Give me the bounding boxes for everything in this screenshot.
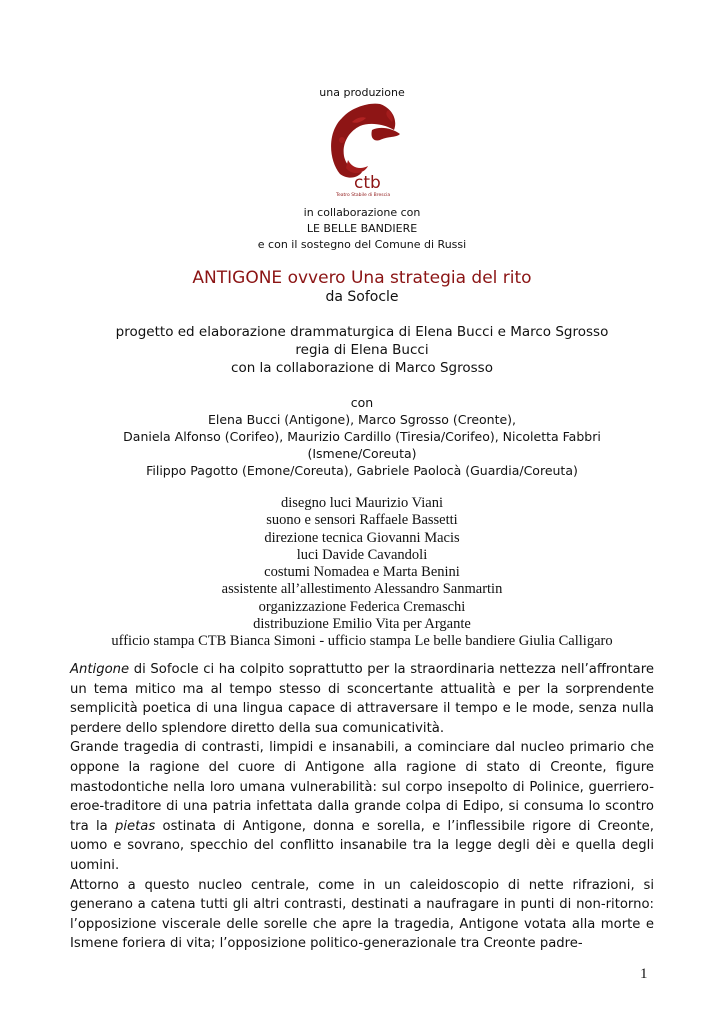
collaboration-line-1: in collaborazione con xyxy=(303,206,421,219)
tech-credit-line: suono e sensori Raffaele Bassetti xyxy=(266,512,458,529)
logo-caption: Teatro Stabile di Brescia xyxy=(336,193,391,198)
tech-credit-line: ufficio stampa CTB Bianca Simoni - ufficio stampa Le belle bandiere Giulia Calligaro xyxy=(111,633,613,650)
ctb-logo xyxy=(318,100,410,198)
italic-term: pietas xyxy=(114,818,156,834)
tech-credit-line: assistente all’allestimento Alessandro Sanmartin xyxy=(221,581,503,598)
body-paragraph xyxy=(70,660,654,738)
cast-line: Filippo Pagotto (Emone/Coreuta), Gabriele Paolocà (Guardia/Coreuta) xyxy=(146,463,578,478)
ctb-logo-graphic xyxy=(318,100,410,198)
logo-letters: ctb xyxy=(354,173,381,193)
credit-collaboration: con la collaborazione di Marco Sgrosso xyxy=(231,360,493,376)
production-intro: una produzione xyxy=(319,86,405,99)
tech-credit-line: direzione tecnica Giovanni Macis xyxy=(264,529,460,546)
play-title: ANTIGONE ovvero Una strategia del rito xyxy=(192,268,532,288)
paragraph-text: di Sofocle ci ha colpito soprattutto per la straordinaria nettezza nell’affrontare un tema mitico ma al tempo stesso di sconcertante attualità e per la sorprendente semplicità poetica di una lingua capace di attraversare il tempo e le mode, senza nulla perdere dello splendore diretto della sua comunicatività. xyxy=(70,662,654,736)
body-paragraph xyxy=(70,738,654,875)
italic-title: Antigone xyxy=(70,662,130,677)
collaboration-line-3: e con il sostegno del Comune di Russi xyxy=(257,238,467,251)
tech-credit-line: distribuzione Emilio Vita per Argante xyxy=(253,616,471,633)
cast-line: Daniela Alfonso (Corifeo), Maurizio Cardillo (Tiresia/Corifeo), Nicoletta Fabbri xyxy=(123,429,601,444)
body-paragraph: Attorno a questo nucleo centrale, come in un caleidoscopio di nette rifrazioni, si generano a catena tutti gli altri contrasti, destinati a naufragare in punti di non-ritorno: l’opposizione viscerale delle sorelle che apre la tragedia, Antigone votata alla morte e Ismene foriera di vita; l’opposizione politico-generazionale tra Creonte padre- xyxy=(70,877,654,952)
tech-credit-line: organizzazione Federica Cremaschi xyxy=(258,598,466,615)
tech-credit-line: costumi Nomadea e Marta Benini xyxy=(264,564,460,581)
tech-credit-line: disegno luci Maurizio Viani xyxy=(281,495,443,511)
tech-credit-line: luci Davide Cavandoli xyxy=(296,546,428,563)
cast-line: Elena Bucci (Antigone), Marco Sgrosso (Creonte), xyxy=(207,412,517,427)
credit-project: progetto ed elaborazione drammaturgica di Elena Bucci e Marco Sgrosso xyxy=(115,324,609,340)
paragraph-text: Grande tragedia di contrasti, limpidi e insanabili, a cominciare dal nucleo primario che oppone la ragione del cuore di Antigone alla ragione di stato di Creonte, figure mastodontiche nella loro umana vulnerabilità: sul corpo insepolto di Polinice, guerriero-eroe-traditore di una patria infettata dalla grande colpa di Edipo, si consuma lo scontro tra la xyxy=(70,740,654,834)
technical-credits xyxy=(0,495,724,651)
page-number: 1 xyxy=(640,966,648,982)
cast-heading: con xyxy=(350,395,374,410)
body-text xyxy=(70,660,654,954)
paragraph-text: ostinata di Antigone, donna e sorella, e l’inflessibile rigore di Creonte, uomo e sovrano, specchio del conflitto insanabile tra la legge degli dèi e quella degli uomini. xyxy=(70,818,654,873)
play-author: da Sofocle xyxy=(325,289,399,305)
credit-direction: regia di Elena Bucci xyxy=(295,342,429,358)
cast-line: (Ismene/Coreuta) xyxy=(307,446,417,461)
collaboration-line-2: LE BELLE BANDIERE xyxy=(306,222,418,235)
